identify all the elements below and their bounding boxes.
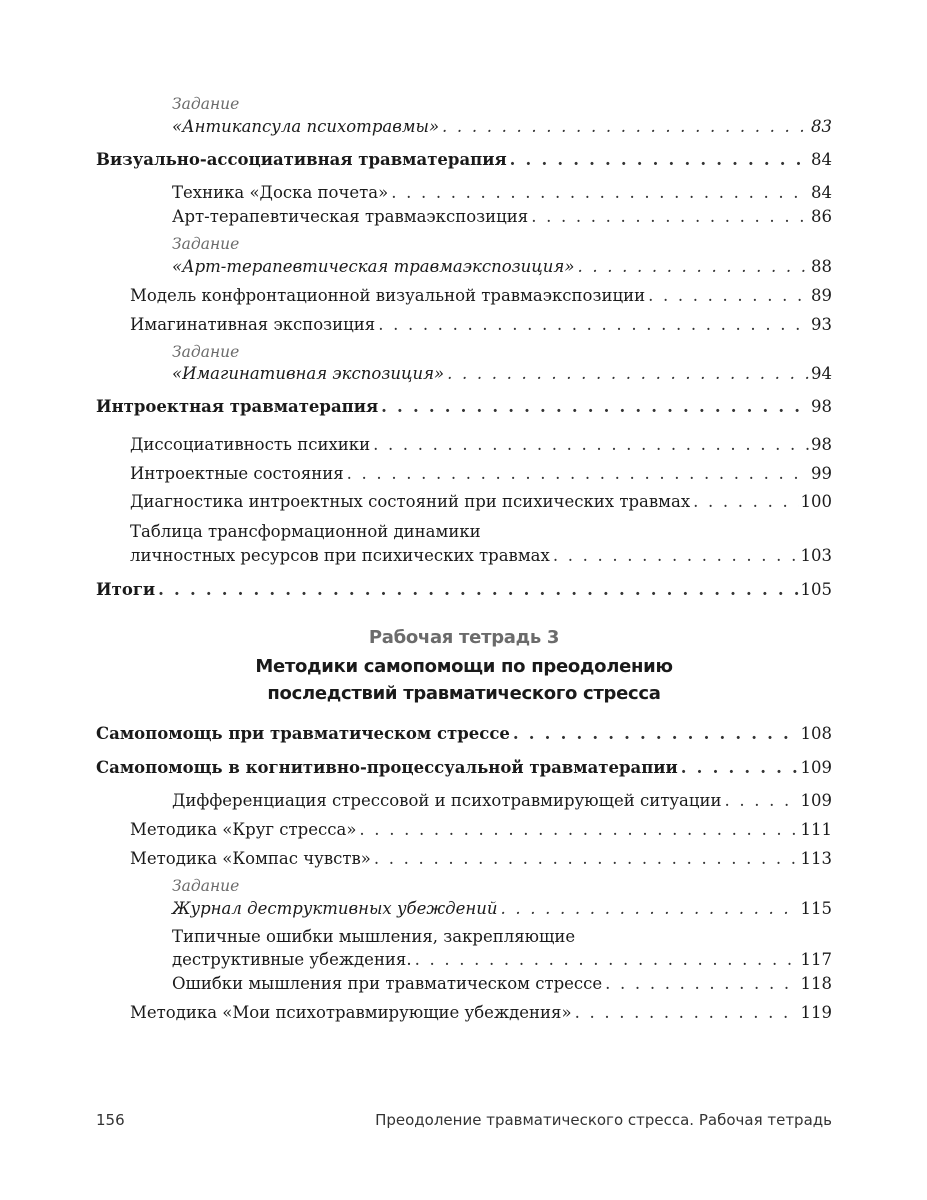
running-title: Преодоление травматического стресса. Рабочая тетрадь: [375, 1111, 832, 1129]
toc-entry-page: 99: [811, 464, 832, 483]
toc-entry[interactable]: [130, 546, 832, 566]
toc-entry-page: 98: [811, 435, 832, 454]
toc-entry[interactable]: [130, 435, 832, 455]
toc-entry[interactable]: [172, 117, 832, 137]
task-label: Задание: [172, 235, 240, 253]
toc-entry-title: «Антикапсула психотравмы»: [172, 117, 440, 136]
toc-entry-title-line1: Типичные ошибки мышления, закрепляющие: [172, 927, 576, 946]
toc-entry-page: 103: [800, 546, 832, 565]
toc-section-title: Самопомощь в когнитивно-процессуальной травматерапии: [96, 758, 678, 777]
toc-entry-page: 100: [800, 492, 832, 511]
toc-entry[interactable]: [172, 950, 832, 970]
toc-section[interactable]: [96, 150, 832, 170]
workbook-title-line2: последствий травматического стресса: [267, 683, 661, 704]
toc-entry-title: Диагностика интроектных состояний при психических травмах: [130, 492, 691, 511]
toc-section-title: Самопомощь при травматическом стрессе: [96, 724, 510, 743]
toc-entry-title: Арт-терапевтическая травмаэкспозиция: [172, 207, 529, 226]
toc-entry-title: «Арт-терапевтическая травмаэкспозиция»: [172, 257, 575, 276]
toc-entry[interactable]: [130, 1003, 832, 1023]
toc-entry-title: Диссоциативность психики: [130, 435, 371, 454]
toc-entry[interactable]: [172, 791, 832, 811]
toc-entry[interactable]: [130, 492, 832, 512]
toc-section-page: 109: [800, 758, 832, 777]
toc-entry-title: Журнал деструктивных убеждений: [172, 899, 498, 918]
toc-section[interactable]: [96, 580, 832, 600]
toc-entry[interactable]: [130, 286, 832, 306]
toc-entry-title: «Имагинативная экспозиция»: [172, 364, 445, 383]
toc-entry-page: 117: [800, 950, 832, 969]
toc-section-title: Интроектная травматерапия: [96, 397, 379, 416]
task-label: Задание: [172, 343, 240, 361]
workbook-label: Рабочая тетрадь 3: [368, 627, 560, 648]
toc-entry-title: личностных ресурсов при психических травмах: [130, 546, 550, 565]
toc-entry-page: 118: [800, 974, 832, 993]
toc-entry-title: деструктивные убеждения.: [172, 950, 412, 969]
toc-entry-title-line1: Таблица трансформационной динамики: [130, 522, 481, 541]
toc-entry[interactable]: [172, 899, 832, 919]
toc-entry-title: Техника «Доска почета»: [172, 183, 389, 202]
toc-entry[interactable]: [172, 257, 832, 277]
toc-entry-title: Ошибки мышления при травматическом стрессе: [172, 974, 603, 993]
toc-section-page: 105: [800, 580, 832, 599]
toc-entry-title: Дифференциация стрессовой и психотравмирующей ситуации: [172, 791, 722, 810]
toc-entry-page: 89: [811, 286, 832, 305]
toc-entry-title: Методика «Компас чувств»: [130, 849, 371, 868]
toc-entry-page: 111: [800, 820, 832, 839]
task-label: Задание: [172, 95, 240, 113]
toc-section-page: 84: [811, 150, 832, 169]
toc-entry-page: 94: [811, 364, 832, 383]
page-number: 156: [96, 1111, 125, 1129]
toc-entry-title: Методика «Круг стресса»: [130, 820, 357, 839]
toc-entry-title: Модель конфронтационной визуальной травмаэкспозиции: [130, 286, 646, 305]
toc-entry-page: 88: [811, 257, 832, 276]
toc-entry-title: Интроектные состояния: [130, 464, 344, 483]
toc-entry-page: 84: [811, 183, 832, 202]
toc-entry-page: 93: [811, 315, 832, 334]
toc-entry-page: 115: [800, 899, 832, 918]
toc-entry[interactable]: [172, 183, 832, 203]
toc-section-title: Визуально-ассоциативная травматерапия: [96, 150, 507, 169]
toc-section-page: 98: [811, 397, 832, 416]
toc-entry-page: 119: [800, 1003, 832, 1022]
toc-section[interactable]: [96, 758, 832, 778]
toc-entry[interactable]: [130, 820, 832, 840]
task-label: Задание: [172, 877, 240, 895]
toc-section-title: Итоги: [96, 580, 156, 599]
toc-entry[interactable]: [172, 364, 832, 384]
workbook-title-line1: Методики самопомощи по преодолению: [255, 656, 673, 677]
toc-entry-title: Имагинативная экспозиция: [130, 315, 376, 334]
toc-section[interactable]: [96, 724, 832, 744]
toc-section-page: 108: [800, 724, 832, 743]
toc-entry[interactable]: [130, 464, 832, 484]
toc-entry-title: Методика «Мои психотравмирующие убеждения»: [130, 1003, 572, 1022]
toc-entry[interactable]: [172, 207, 832, 227]
toc-entry[interactable]: [172, 974, 832, 994]
toc-entry-page: 86: [811, 207, 832, 226]
toc-entry[interactable]: [130, 849, 832, 869]
toc-section[interactable]: [96, 397, 832, 417]
toc-entry[interactable]: [130, 315, 832, 335]
toc-entry-page: 109: [800, 791, 832, 810]
toc-entry-page: 83: [811, 117, 832, 136]
toc-entry-page: 113: [800, 849, 832, 868]
